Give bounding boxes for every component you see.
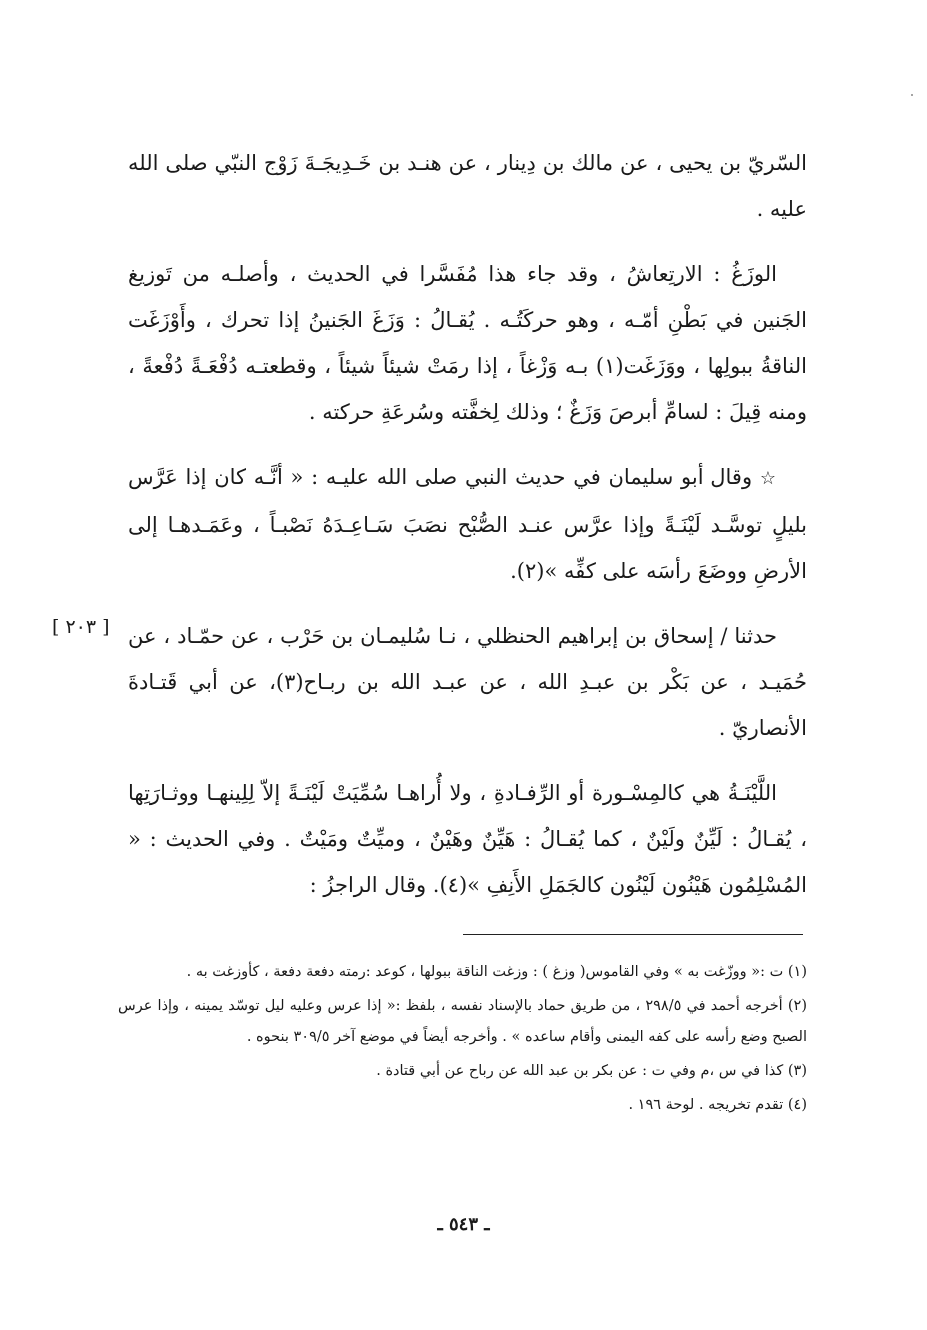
manuscript-folio-ref: [ ٢٠٣ ] [52, 616, 110, 638]
main-text-block [128, 140, 807, 927]
paragraph-2: الوزَغُ : الارتِعاشُ ، وقد جاء هذا مُفَسَّرا في الحديث ، وأصلـه من تَوزيغ الجَنين في بَطْنِ أمّـه ، وهو حركَتُـه . يُقـالُ : وَزَغَ الجَنينُ إذا تحرك ، وأَوْزَغَت الناقةُ ببولِها ، ووَزَغَت(١) بـه وَزْغاً ، إذا رمَتْ شيئاً شيئاً ، وقطعتـه دُفْعَـةً دُفْعةً ، ومنه قِيلَ : لسامِّ أبرصَ وَزَغٌ ؛ وذلك لِخفَّته وسُرعَةِ حركته . [128, 262, 808, 424]
footnote-2: (٢) أخرجه أحمد في ٢٩٨/٥ ، من طريق حماد بالإسناد نفسه ، بلفظ :« إذا عرس وعليه ليل توسّد يمينه ، وإذا عرس الصبح وضع رأسه على كفه اليمنى وأقام ساعده » . وأخرجه أيضاً في موضع آخر ٣٠٩/٥ بنحوه . [118, 998, 807, 1045]
footnote-3: (٣) كذا في س ،م وفي ت : عن بكر بن عبد الله عن رباح عن أبي قتادة . [376, 1063, 807, 1079]
paragraph-5: اللَّيْنَـةُ هي كالمِسْـورة أو الرِّفـادةِ ، ولا أُراهـا سُمِّيَتْ لَيْنَـةً إلاّ لِلِينهـا ووثـارَتِها ، يُقـالُ : لَيِّنٌ ولَيْنٌ ، كما يُقـالُ : هَيِّنٌ وهَيْنٌ ، وميِّتٌ ومَيْتٌ . وفي الحديث : « المُسْلِمُون هَيْنُون لَيْنُون كالجَمَلِ الأَنِفِ »(٤). وقال الراجزُ : [128, 781, 807, 897]
paragraph-3-text: وقال أبو سليمان في حديث النبي صلى الله عليـه : « أنَّـه كان إذا عَرَّس بليلٍ توسَّـد لَيْنَـةً وإذا عرَّس عنـد الصُّبْح نصَبَ سَـاعِـدَهُ نَصْبـاً ، وعَمَـدهـا إلى الأرضِ ووضَعَ رأسَه على كفِّه »(٢). [128, 465, 807, 583]
paragraph-1: السّريّ بن يحيى ، عن مالك بن دِينار ، عن هنـد بن خَـدِيجَـةَ زَوْج النبّي صلى الله عليه . [128, 151, 807, 221]
paragraph-3 [128, 454, 807, 594]
footnote-4: (٤) تقدم تخريجه . لوحة ١٩٦ . [628, 1097, 807, 1113]
footnote-1: (١) ت :« ووزّغت به » وفي القاموس( وزغ ) : وزغت الناقة ببولها ، كوعد :رمته دفعة دفعة ، كأوزغت به . [186, 964, 807, 980]
footnotes-block [118, 957, 807, 1124]
page-number: ـ ٥٤٣ ـ [437, 1214, 490, 1235]
scan-speck [911, 94, 913, 96]
paragraph-4: حدثنا / إسحاق بن إبراهيم الحنظلي ، نـا سُليمـان بن حَرْب ، عن حمّـاد ، عن حُمَيـد ، عن بَكْر بن عبـدِ الله ، عن عبـد الله بن ربـاح(٣)، عن أبي قَتـادةَ الأنصاريّ . [128, 624, 807, 740]
star-marker-icon: ☆ [759, 468, 777, 489]
footnote-divider [463, 934, 803, 935]
